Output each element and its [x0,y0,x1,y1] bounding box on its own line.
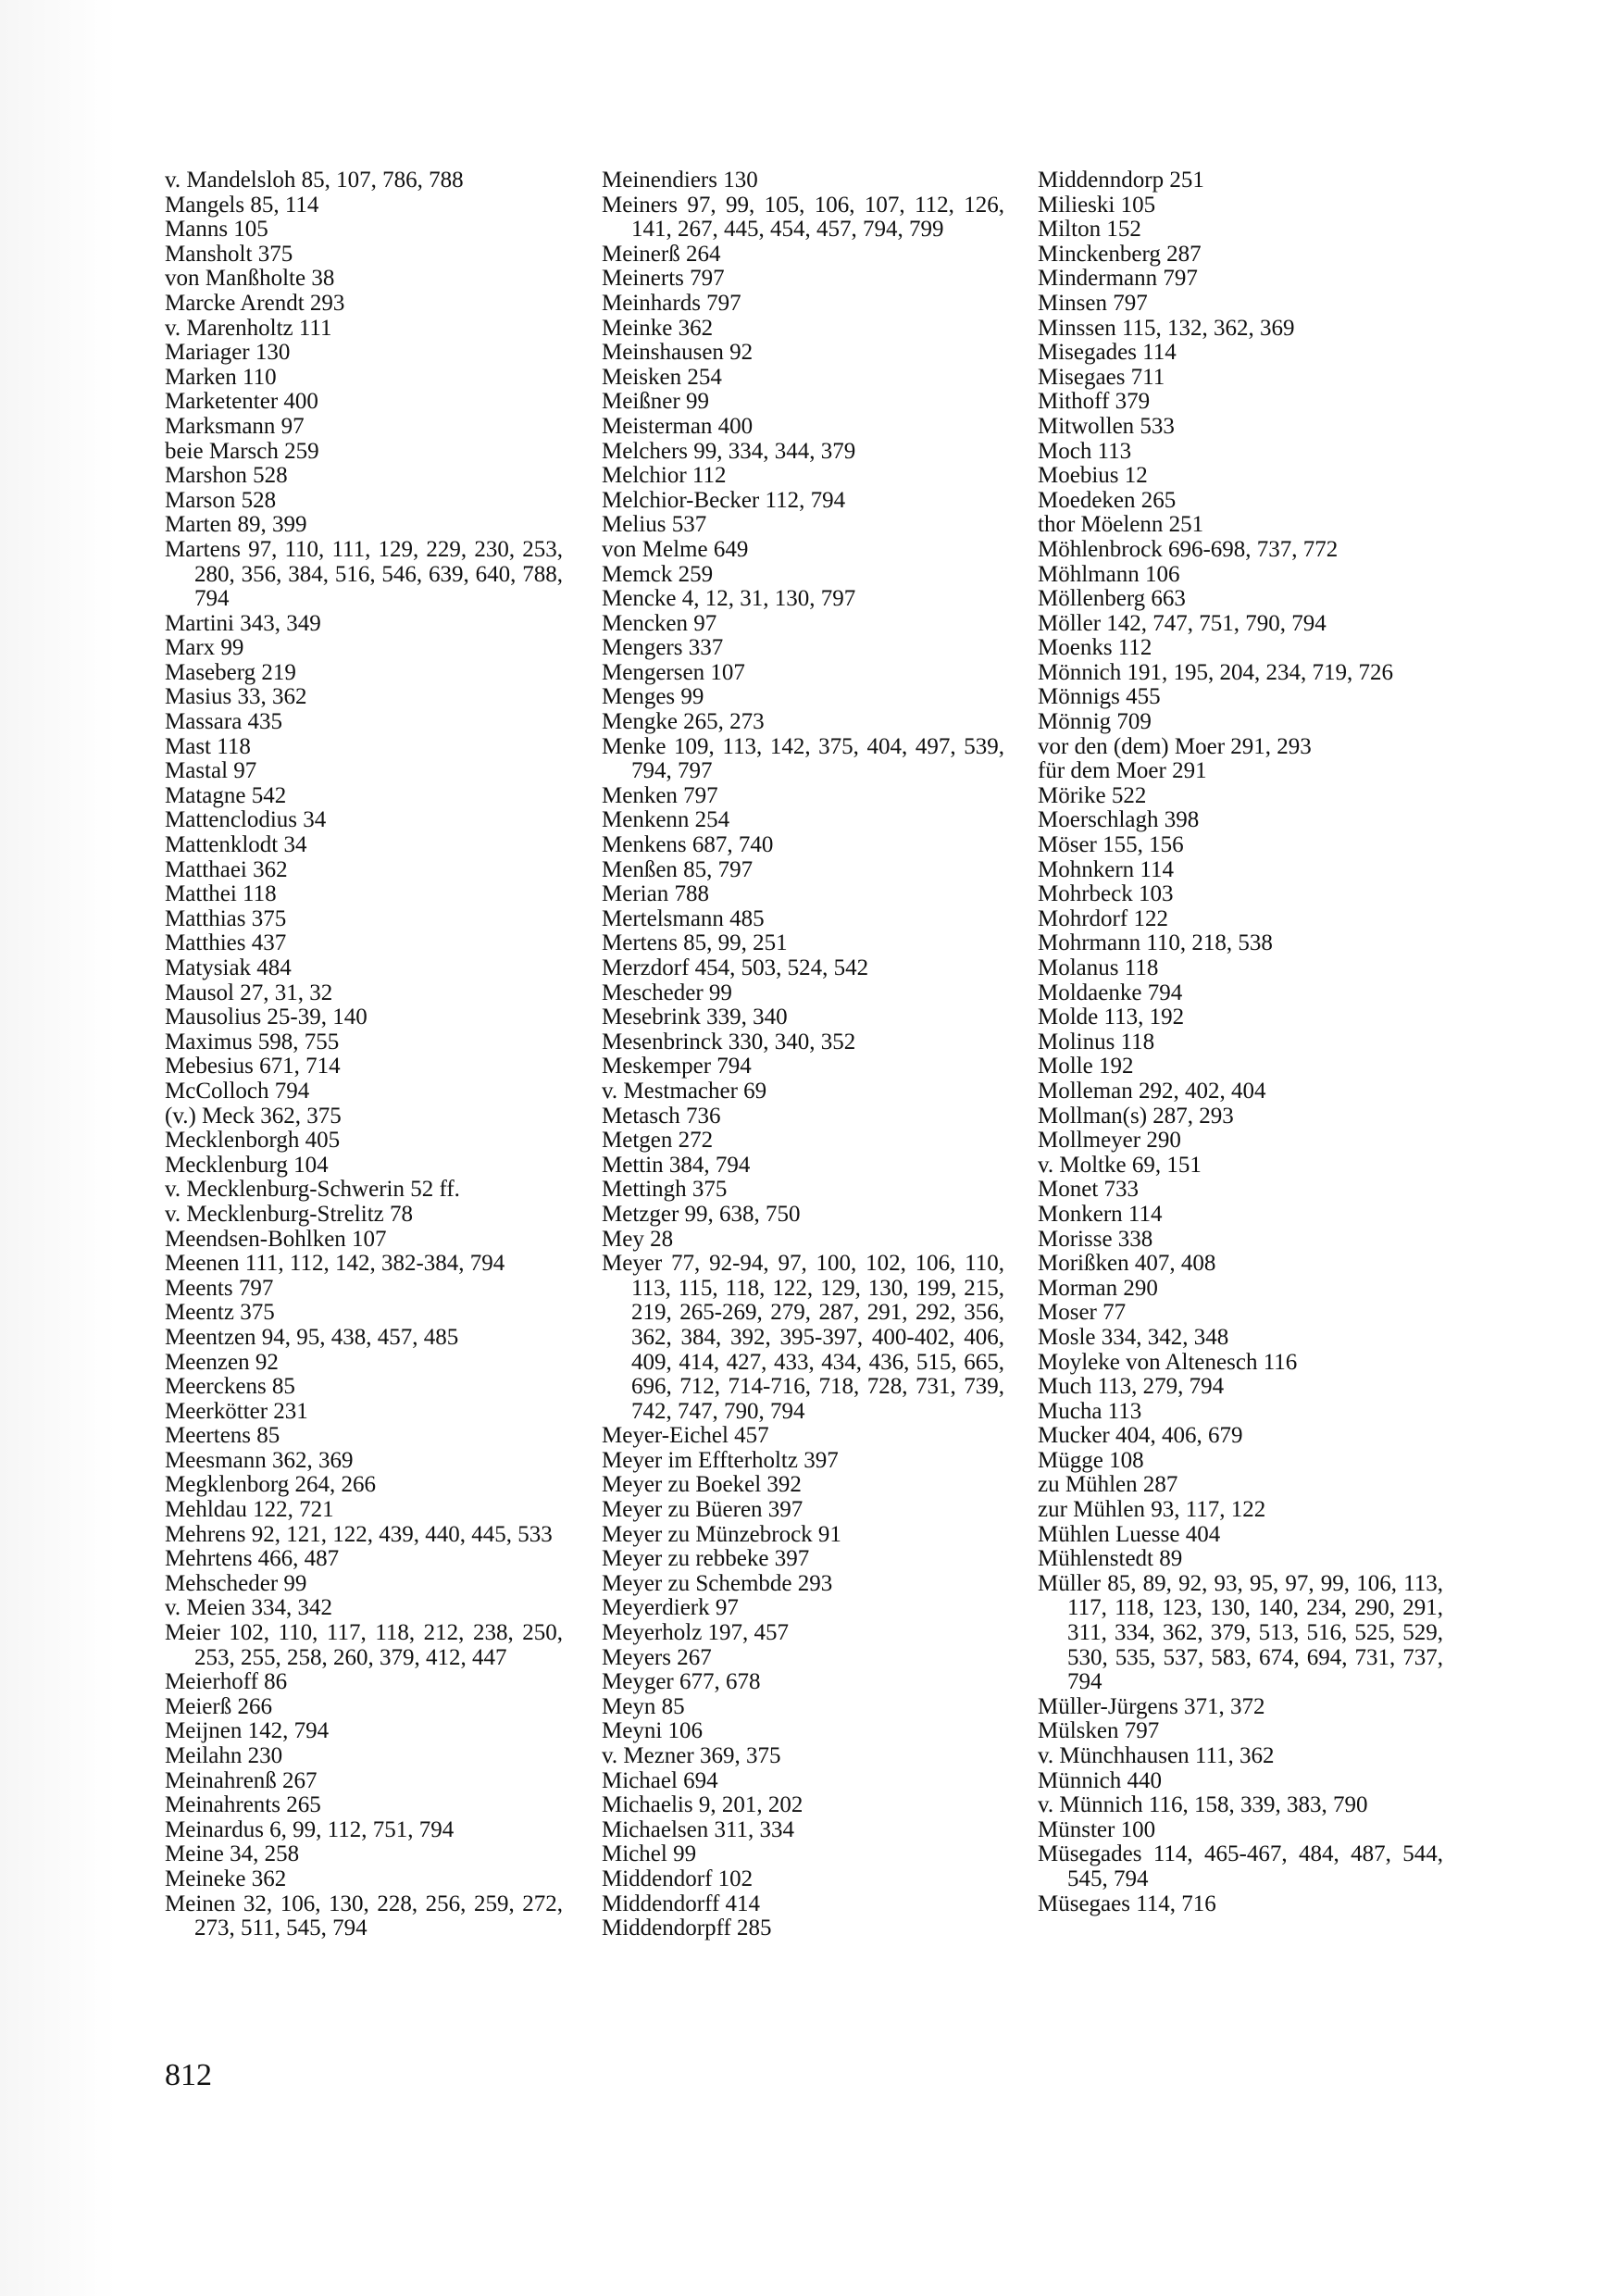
index-entry: Mönnich 191, 195, 204, 234, 719, 726 [1038,659,1394,685]
index-entry: Mitwollen 533 [1038,413,1175,439]
index-entry: Mebesius 671, 714 [165,1054,341,1079]
index-entry: Marshon 528 [165,463,288,489]
index-entry: Meinahrenß 267 [165,1767,318,1793]
index-entry: Menkenn 254 [602,807,730,833]
index-column-1 [165,168,563,1941]
index-entry: Mengers 337 [602,635,724,661]
index-entry: zu Mühlen 287 [1038,1472,1178,1498]
index-entry: Möhlenbrock 696-698, 737, 772 [1038,536,1339,562]
index-entry: Mausol 27, 31, 32 [165,980,333,1005]
index-entry: Megklenborg 264, 266 [165,1472,376,1498]
index-entry: Mangels 85, 114 [165,192,319,218]
index-entry: Mey 28 [602,1226,674,1252]
index-entry: Metzger 99, 638, 750 [602,1201,801,1227]
index-entry: Meyn 85 [602,1693,685,1719]
index-entry: v. Meien 334, 342 [165,1595,332,1621]
index-entry: Merzdorf 454, 503, 524, 542 [602,955,869,980]
index-entry: Moerschlagh 398 [1038,807,1200,833]
index-entry: Mosle 334, 342, 348 [1038,1324,1229,1350]
index-entry: Meyerholz 197, 457 [602,1620,790,1646]
index-entry: Marksmann 97 [165,413,305,439]
index-entry: Molle 192 [1038,1054,1134,1079]
index-entry: Mönnig 709 [1038,709,1152,735]
index-entry: Meents 797 [165,1275,274,1301]
index-entry: Matysiak 484 [165,955,292,980]
index-entry: Marx 99 [165,635,244,661]
index-entry: Meesmann 362, 369 [165,1447,354,1473]
index-entry: Moser 77 [1038,1300,1127,1326]
index-entry: Mencken 97 [602,610,717,636]
index-entry: Merian 788 [602,881,709,907]
index-entry: von Manßholte 38 [165,266,335,292]
index-entry: zur Mühlen 93, 117, 122 [1038,1497,1266,1523]
index-entry: (v.) Meck 362, 375 [165,1103,342,1129]
index-entry: Martens 97, 110, 111, 129, 229, 230, 253, 280, 356, 384, 516, 546, 639, 640, 788, 794 [165,536,563,612]
index-entry: Mengersen 107 [602,659,745,685]
index-entry: Meinen 32, 106, 130, 228, 256, 259, 272, 273, 511, 545, 794 [165,1890,563,1941]
index-entry: v. Mecklenburg-Schwerin 52 ff. [165,1177,460,1203]
index-entry: Meerkötter 231 [165,1398,308,1424]
index-entry: Meinerts 797 [602,266,725,292]
index-entry: Michel 99 [602,1841,697,1867]
index-entry: Meyer zu Münzebrock 91 [602,1521,841,1547]
index-entry: Mertelsmann 485 [602,905,765,931]
index-entry: Moedeken 265 [1038,487,1177,513]
index-entry: Meyer im Effterholtz 397 [602,1447,839,1473]
index-entry: Middendorff 414 [602,1890,761,1916]
index-entry: Mansholt 375 [165,241,293,267]
index-entry: Misegades 114 [1038,340,1177,366]
index-entry: v. Münchhausen 111, 362 [1038,1743,1275,1768]
index-entry: Mertens 85, 99, 251 [602,930,788,956]
index-entry: Molinus 118 [1038,1029,1155,1054]
index-entry: Maximus 598, 755 [165,1029,340,1054]
index-entry: McColloch 794 [165,1078,310,1104]
index-entry: Meinerß 264 [602,241,721,267]
index-entry: Michaelis 9, 201, 202 [602,1792,804,1818]
index-entry: Middenndorp 251 [1038,168,1204,193]
index-entry: v. Moltke 69, 151 [1038,1152,1202,1178]
index-entry: Mehscheder 99 [165,1570,307,1596]
index-entry: Mucker 404, 406, 679 [1038,1423,1243,1449]
index-entry: Meertens 85 [165,1423,280,1449]
index-entry: v. Mandelsloh 85, 107, 786, 788 [165,168,464,193]
index-entry: Middendorf 102 [602,1866,754,1891]
index-entry: Mithoff 379 [1038,389,1151,415]
index-entry: v. Münnich 116, 158, 339, 383, 790 [1038,1792,1368,1818]
index-entry: Misegaes 711 [1038,364,1165,390]
index-entry: Mörike 522 [1038,782,1147,808]
index-entry: Müsegaes 114, 716 [1038,1890,1216,1916]
index-entry: Mohrbeck 103 [1038,881,1174,907]
page-number: 812 [165,2058,212,2092]
index-entry: vor den (dem) Moer 291, 293 [1038,733,1312,759]
index-entry: Mülsken 797 [1038,1718,1160,1744]
index-entry: Meyer zu Boekel 392 [602,1472,802,1498]
index-entry: Möser 155, 156 [1038,832,1184,858]
index-entry: Marken 110 [165,364,277,390]
index-entry: Metgen 272 [602,1128,714,1154]
index-entry: Menges 99 [602,684,704,710]
index-entry: Mollman(s) 287, 293 [1038,1103,1234,1129]
index-entry: v. Marenholtz 111 [165,315,332,341]
index-entry: Matthias 375 [165,905,287,931]
index-entry: Müller 85, 89, 92, 93, 95, 97, 99, 106, 113, 117, 118, 123, 130, 140, 234, 290, 291, 311, 334, 362, 379, 513, 516, 525, 529, 530, 535, 537, 583, 674, 694, 731, 737, 794 [1038,1570,1443,1695]
index-entry: Menke 109, 113, 142, 375, 404, 497, 539, 794, 797 [602,733,1004,784]
index-entry: Michaelsen 311, 334 [602,1816,795,1842]
index-entry: Melchers 99, 334, 344, 379 [602,438,856,464]
index-entry: Mühlen Luesse 404 [1038,1521,1221,1547]
index-entry: Möllenberg 663 [1038,586,1186,612]
index-entry: Meyger 677, 678 [602,1669,761,1695]
index-entry: Mügge 108 [1038,1447,1144,1473]
index-entry: Mengke 265, 273 [602,709,765,735]
index-entry: Meißner 99 [602,389,709,415]
index-entry: Marketenter 400 [165,389,318,415]
index-entry: Meinahrents 265 [165,1792,321,1818]
index-entry: Meisterman 400 [602,413,754,439]
index-entry: Moenks 112 [1038,635,1152,661]
index-entry: beie Marsch 259 [165,438,319,464]
index-entry: Morman 290 [1038,1275,1158,1301]
index-entry: Michael 694 [602,1767,718,1793]
index-entry: Meierß 266 [165,1693,272,1719]
index-entry: Masius 33, 362 [165,684,307,710]
index-entry: Meskemper 794 [602,1054,752,1079]
index-entry: Mattenklodt 34 [165,832,307,858]
index-entry: Meine 34, 258 [165,1841,300,1867]
index-entry: Mohrmann 110, 218, 538 [1038,930,1273,956]
index-entry: Meendsen-Bohlken 107 [165,1226,387,1252]
index-entry: Marson 528 [165,487,277,513]
index-entry: Maseberg 219 [165,659,296,685]
index-entry: Mohnkern 114 [1038,856,1174,882]
index-entry: Meilahn 230 [165,1743,283,1768]
index-entry: Monet 733 [1038,1177,1140,1203]
index-entry: Milton 152 [1038,217,1141,243]
index-entry: Möhlmann 106 [1038,561,1180,587]
index-entry: Meisken 254 [602,364,722,390]
index-entry: für dem Moer 291 [1038,758,1207,784]
index-entry: Morisse 338 [1038,1226,1153,1252]
index-entry: Meijnen 142, 794 [165,1718,330,1744]
index-entry: Marten 89, 399 [165,512,307,538]
index-entry: Meineke 362 [165,1866,287,1891]
index-entry: Meyer zu Büeren 397 [602,1497,804,1523]
index-entry: Meiners 97, 99, 105, 106, 107, 112, 126, 141, 267, 445, 454, 457, 794, 799 [602,192,1004,243]
index-entry: Möller 142, 747, 751, 790, 794 [1038,610,1327,636]
index-entry: Matthies 437 [165,930,287,956]
index-entry: Matthei 118 [165,881,277,907]
index-entry: Mattenclodius 34 [165,807,327,833]
index-entry: Memck 259 [602,561,714,587]
index-entry: Meinke 362 [602,315,714,341]
index-entry: Mesenbrinck 330, 340, 352 [602,1029,856,1054]
index-entry: Milieski 105 [1038,192,1156,218]
index-entry: Meyer zu Schembde 293 [602,1570,833,1596]
index-entry: Mollmeyer 290 [1038,1128,1181,1154]
index-entry: Manns 105 [165,217,268,243]
index-entry: Minsen 797 [1038,290,1148,316]
index-entry: Müsegades 114, 465-467, 484, 487, 544, 545, 794 [1038,1841,1443,1891]
index-entry: Mast 118 [165,733,251,759]
index-entry: Moldaenke 794 [1038,980,1183,1005]
index-entry: Mesebrink 339, 340 [602,1004,788,1030]
index-entry: Meentz 375 [165,1300,275,1326]
index-entry: Mehrens 92, 121, 122, 439, 440, 445, 533 [165,1521,553,1547]
index-entry: Monkern 114 [1038,1201,1163,1227]
index-column-2 [602,168,1004,1941]
index-entry: Mindermann 797 [1038,266,1198,292]
index-entry: Middendorpff 285 [602,1915,772,1941]
index-entry: Mönnigs 455 [1038,684,1161,710]
index-entry: v. Mestmacher 69 [602,1078,767,1104]
index-entry: Meinhards 797 [602,290,741,316]
index-entry: Meyers 267 [602,1644,712,1670]
index-entry: Mehrtens 466, 487 [165,1546,340,1572]
index-entry: Martini 343, 349 [165,610,321,636]
index-entry: Mettin 384, 794 [602,1152,751,1178]
index-entry: Much 113, 279, 794 [1038,1374,1225,1400]
index-entry: Meier 102, 110, 117, 118, 212, 238, 250, 253, 255, 258, 260, 379, 412, 447 [165,1620,563,1670]
index-entry: Meierhoff 86 [165,1669,288,1695]
index-entry: Meyer 77, 92-94, 97, 100, 102, 106, 110, 113, 115, 118, 122, 129, 130, 199, 215, 219, 265-269, 279, 287, 291, 292, 356, 362, 384, 392, 395-397, 400-402, 406, 409, 414, 427, 433, 434, 436, 515, 665, 696, 712, 714-716, 718, 728, 731, 739, 742, 747, 790, 794 [602,1251,1004,1424]
index-entry: Mescheder 99 [602,980,732,1005]
index-entry: Mariager 130 [165,340,291,366]
index-entry: Mettingh 375 [602,1177,728,1203]
index-entry: Metasch 736 [602,1103,721,1129]
index-entry: Menßen 85, 797 [602,856,754,882]
index-entry: Melchior 112 [602,463,727,489]
index-entry: Mencke 4, 12, 31, 130, 797 [602,586,856,612]
index-entry: Moebius 12 [1038,463,1148,489]
index-entry: Moyleke von Altenesch 116 [1038,1349,1298,1375]
index-entry: Mastal 97 [165,758,257,784]
index-entry: v. Mezner 369, 375 [602,1743,781,1768]
index-entry: Mausolius 25-39, 140 [165,1004,367,1030]
index-entry: Molleman 292, 402, 404 [1038,1078,1266,1104]
index-entry: Meyer-Eichel 457 [602,1423,769,1449]
index-entry: Mecklenborgh 405 [165,1128,341,1154]
index-entry: Massara 435 [165,709,283,735]
index-entry: Molde 113, 192 [1038,1004,1185,1030]
index-entry: Münnich 440 [1038,1767,1163,1793]
index-entry: Matagne 542 [165,782,287,808]
index-entry: Minssen 115, 132, 362, 369 [1038,315,1295,341]
index-entry: Meyerdierk 97 [602,1595,739,1621]
index-entry: von Melme 649 [602,536,749,562]
index-entry: Meyer zu rebbeke 397 [602,1546,810,1572]
index-entry: Mühlenstedt 89 [1038,1546,1183,1572]
index-entry: Meerckens 85 [165,1374,295,1400]
index-entry: Melchior-Becker 112, 794 [602,487,846,513]
index-entry: Menkens 687, 740 [602,832,774,858]
index-entry: Morißken 407, 408 [1038,1251,1216,1277]
index-entry: Menken 797 [602,782,718,808]
index-entry: Münster 100 [1038,1816,1156,1842]
index-entry: Matthaei 362 [165,856,288,882]
index-entry: Meinardus 6, 99, 112, 751, 794 [165,1816,455,1842]
index-entry: Marcke Arendt 293 [165,290,345,316]
index-entry: Mecklenburg 104 [165,1152,329,1178]
index-entry: Mohrdorf 122 [1038,905,1168,931]
index-entry: thor Möelenn 251 [1038,512,1204,538]
index-entry: Meyni 106 [602,1718,704,1744]
index-entry: Meenen 111, 112, 142, 382-384, 794 [165,1251,505,1277]
index-entry: Mucha 113 [1038,1398,1142,1424]
index-entry: Moch 113 [1038,438,1132,464]
index-entry: Mehldau 122, 721 [165,1497,334,1523]
index-entry: Meentzen 94, 95, 438, 457, 485 [165,1324,459,1350]
index-entry: Meinshausen 92 [602,340,754,366]
index-entry: Meinendiers 130 [602,168,758,193]
index-entry: v. Mecklenburg-Strelitz 78 [165,1201,413,1227]
index-entry: Molanus 118 [1038,955,1159,980]
index-entry: Minckenberg 287 [1038,241,1202,267]
index-entry: Melius 537 [602,512,707,538]
index-entry: Müller-Jürgens 371, 372 [1038,1693,1265,1719]
index-entry: Meenzen 92 [165,1349,279,1375]
index-column-3 [1038,168,1443,1916]
